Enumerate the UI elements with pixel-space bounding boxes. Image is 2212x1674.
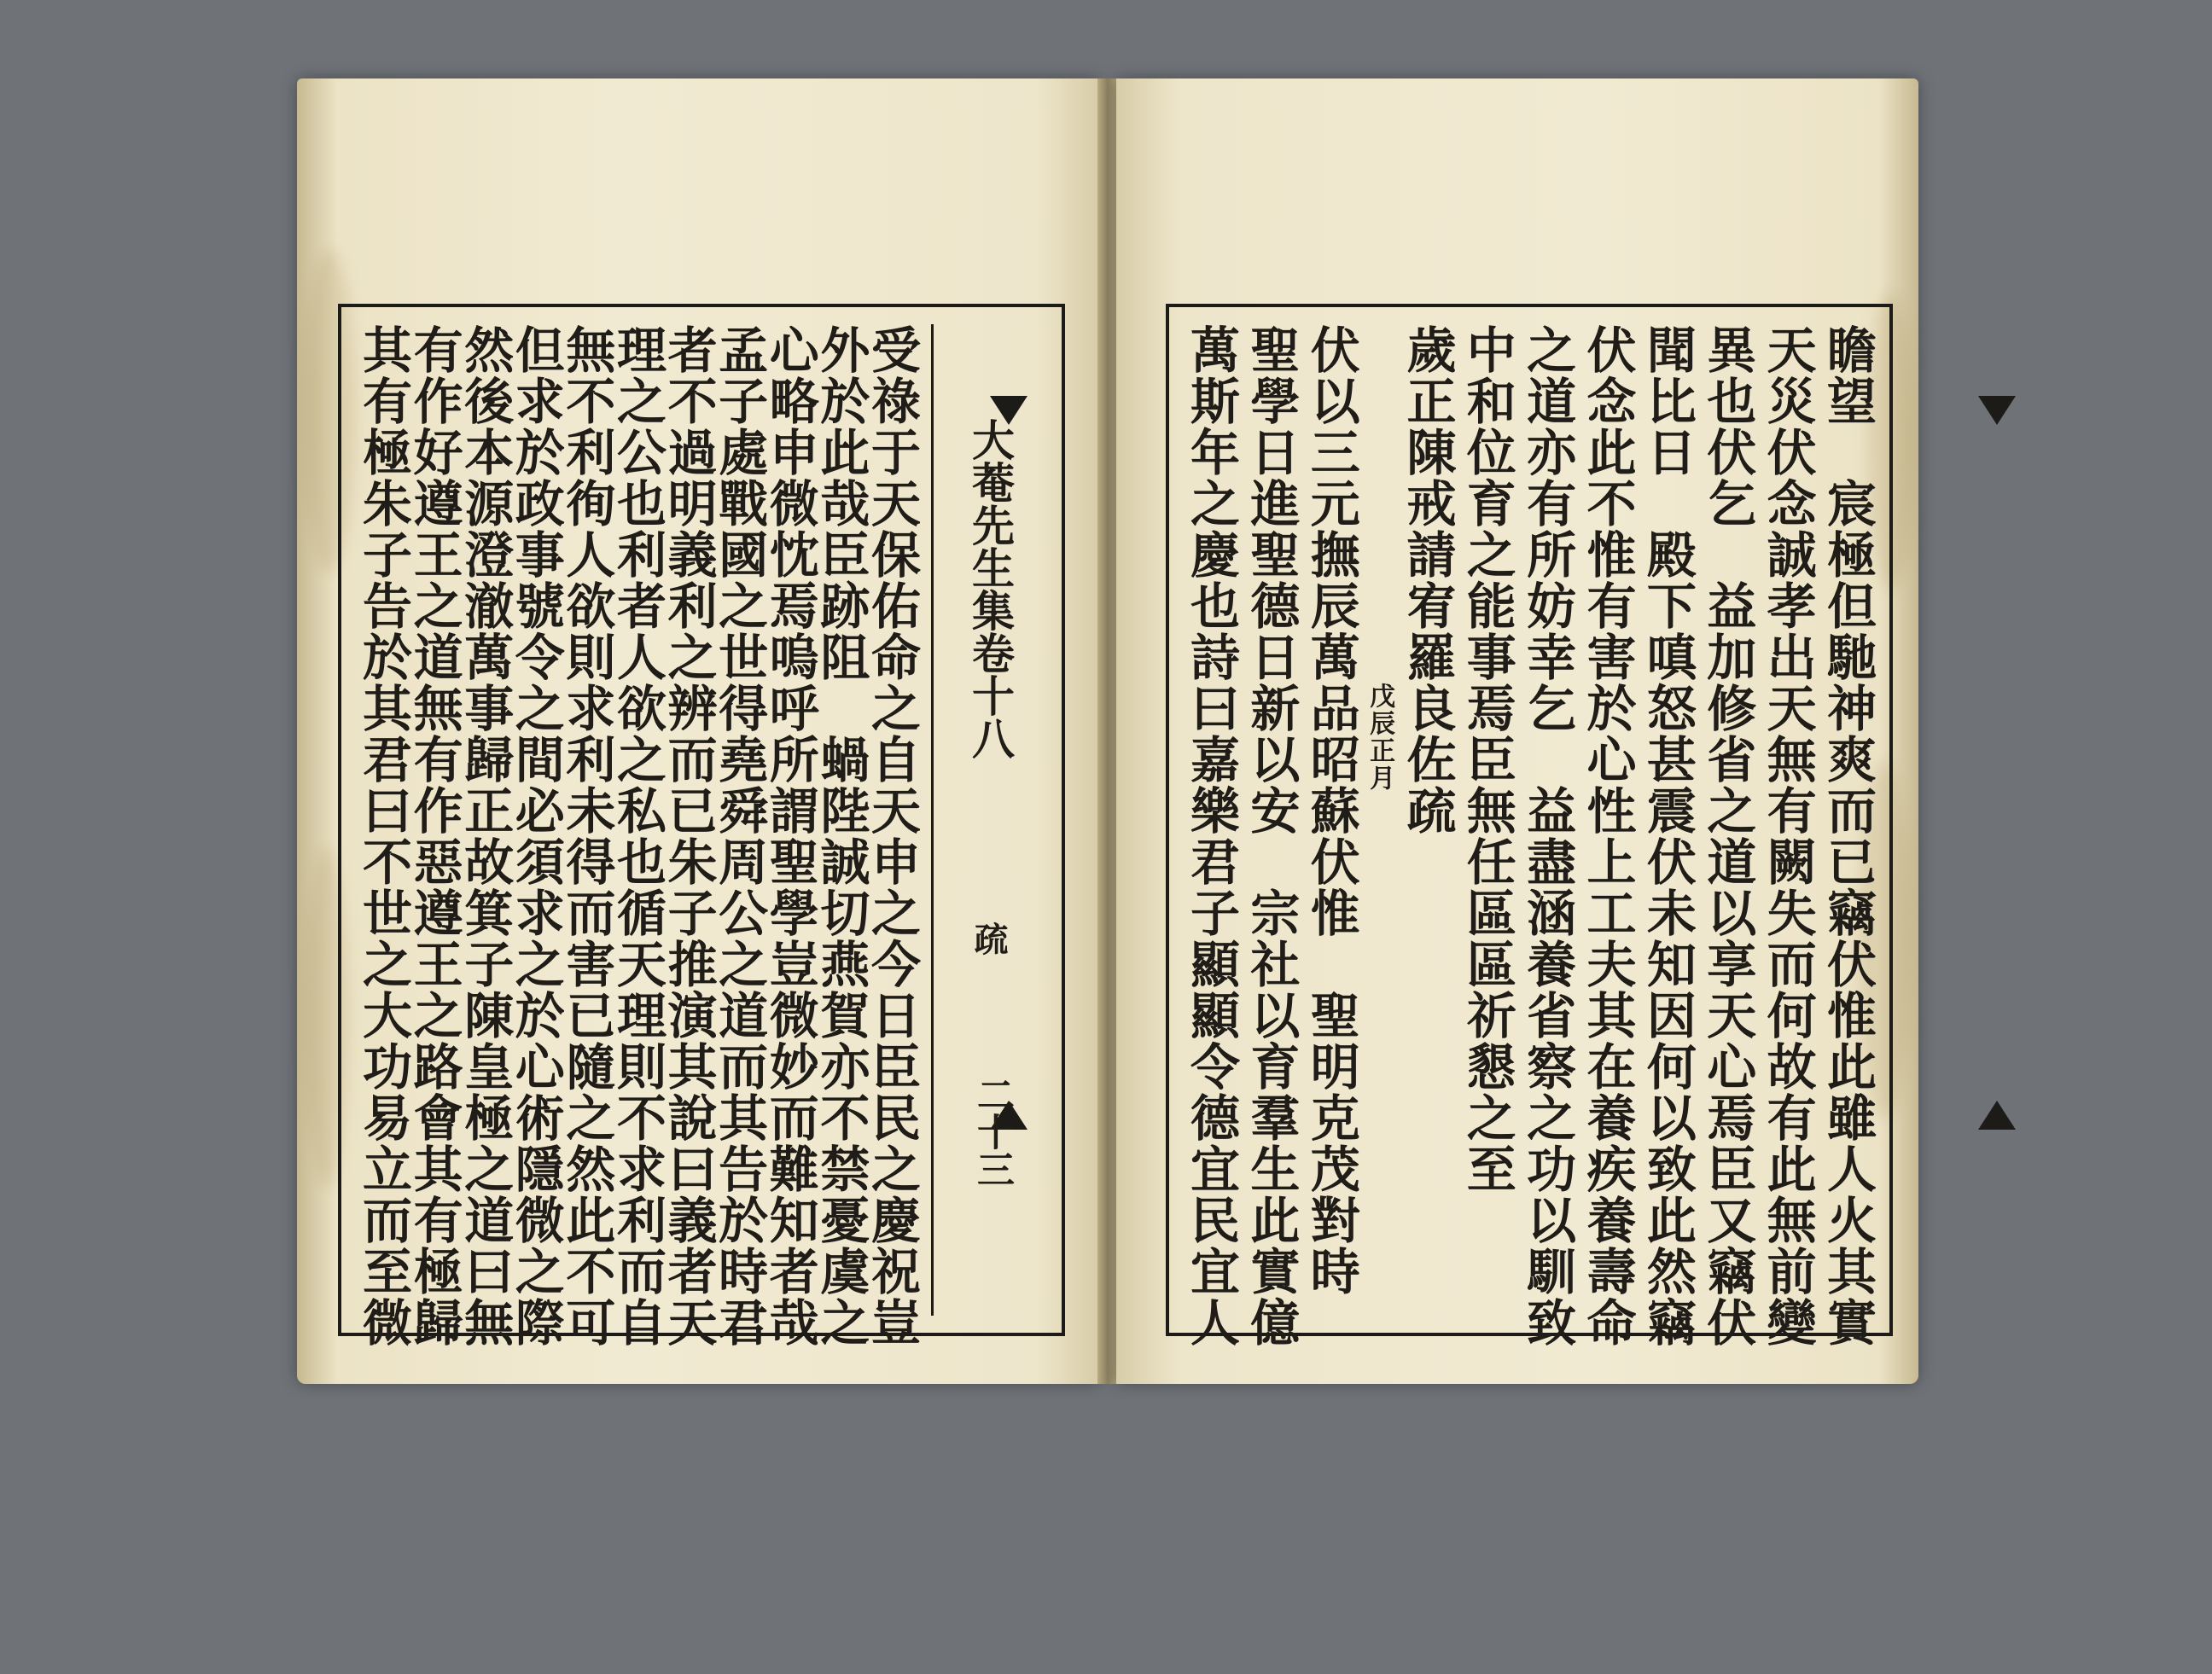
section-label: 疏 xyxy=(969,921,1009,956)
text-column: 無不利徇人欲則求利未得而害已隨之然此不可 xyxy=(557,324,616,1348)
text-column: 瞻望 宸極但馳神爽而已竊伏惟此雖人火其實 xyxy=(1818,324,1877,1348)
page-margin-column xyxy=(931,324,1045,1316)
date-note: 戊辰正月 xyxy=(1365,683,1395,792)
page-number: 二十三 xyxy=(970,1075,1014,1188)
text-column: 萬斯年之慶也詩曰嘉樂君子顯顯令德宜民宜人 xyxy=(1182,324,1240,1348)
fish-tail-bottom-right xyxy=(1978,1101,2016,1130)
memorial-title: 歲正陳戒請宥羅良佐疏 xyxy=(1398,324,1457,836)
text-column: 其有極朱子告於其君曰不世之大功易立而至微 xyxy=(354,324,412,1348)
text-column: 然後本源澄澈萬事歸正故箕子陳皇極之道曰無 xyxy=(456,324,515,1348)
text-column: 孟子處戰國之世得堯舜周公之道而其告於時君 xyxy=(710,324,769,1348)
text-column: 之道亦有所妨幸乞 益盡涵養省察之功以馴致 xyxy=(1518,324,1577,1348)
right-text-columns xyxy=(1182,324,1877,1348)
text-column: 聞比日 殿下嗔怒甚震伏未知因何以致此然竊 xyxy=(1638,324,1697,1348)
text-column: 心略申微忱焉嗚呼所謂聖學豈微妙而難知者哉 xyxy=(760,324,819,1348)
text-column: 者不過明義利之辨而已朱子推演其說曰義者天 xyxy=(659,324,718,1348)
text-column: 但求於政事號令之間必須求之於心術隱微之際 xyxy=(506,324,565,1348)
text-column: 中和位育之能事焉臣無任區區祈懇之至 xyxy=(1458,324,1516,1194)
text-column: 外於此哉臣跡阻 蝸陛誠切燕賀亦不禁憂虞之 xyxy=(812,324,870,1348)
text-column: 伏念此不惟有害於心性上工夫其在養疾養壽命 xyxy=(1578,324,1637,1348)
left-text-columns xyxy=(354,324,921,1348)
collection-title: 大菴先生集卷十八 xyxy=(965,418,1016,759)
left-text-frame xyxy=(338,304,1065,1348)
text-column: 有作好遵王之道無有作惡遵王之路會其有極歸 xyxy=(405,324,463,1348)
text-column: 理之公也利者人欲之私也循天理則不求利而自 xyxy=(608,324,667,1348)
text-column: 受祿于天保佑命之自天申之今日臣民之慶祝豈 xyxy=(862,324,921,1348)
text-column: 聖學日進聖德日新以安 宗社以育羣生此實億 xyxy=(1242,324,1301,1348)
book-gutter xyxy=(1097,78,1118,1384)
text-column: 伏以三元撫辰萬品昭蘇伏惟 聖明克茂對時 xyxy=(1301,324,1360,1297)
open-book xyxy=(297,78,1918,1410)
text-column: 天災伏念誠孝出天無有闕失而何故有此無前變 xyxy=(1758,324,1817,1348)
text-column: 異也伏乞 益加修省之道以享天心焉臣又竊伏 xyxy=(1698,324,1757,1348)
fish-tail-top-right xyxy=(1978,396,2016,425)
right-text-frame xyxy=(1166,304,1893,1348)
